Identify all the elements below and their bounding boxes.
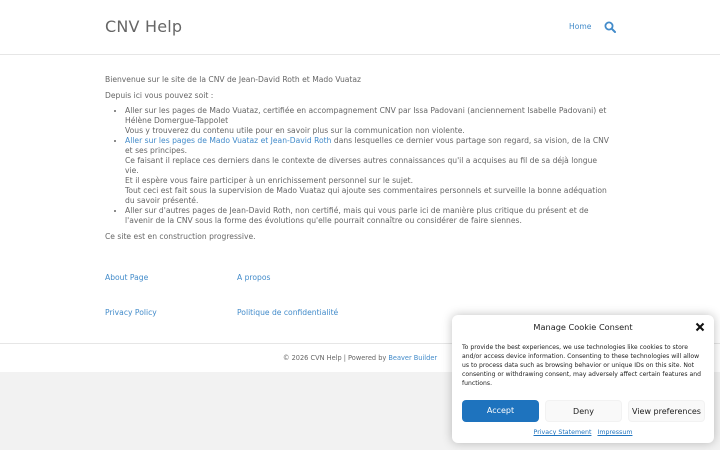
about-page-link[interactable]: About Page [105,273,149,282]
list-item [125,206,610,226]
view-preferences-button[interactable]: View preferences [628,400,705,422]
deny-button[interactable]: Deny [545,400,622,422]
a-propos-link[interactable]: A propos [237,273,271,282]
mado-jd-pages-link[interactable]: Aller sur les pages de Mado Vuataz et Jean-David Roth [125,136,332,145]
copyright-text: © 2026 CVN Help | Powered by [282,354,389,362]
item-text: Aller sur les pages de Mado Vuataz, certifiée en accompagnement CNV par Issa Padovani (anciennement Isabelle Padovani) et Hélène Domergue-Tappolet [125,106,607,125]
lead-text: Depuis ici vous pouvez soit : [105,90,214,100]
item-text: Ce faisant il replace ces derniers dans le contexte de diverses autres connaissances qu'il a acquises au fil de sa déjà longue vie. [125,156,598,175]
list-item [125,136,610,206]
privacy-statement-link[interactable]: Privacy Statement [533,429,592,436]
cookie-title: Manage Cookie Consent [533,322,633,332]
item-text: dans lesquelles ce dernier vous partage son regard, sa vision, de la CNV et ses principes. [125,136,609,155]
intro-text: Bienvenue sur le site de la CNV de Jean-David Roth et Mado Vuataz [105,75,362,84]
site-title[interactable]: CNV Help [105,17,183,36]
item-text: Et il espère vous faire participer à un enrichissement personnel sur le sujet. [125,176,414,185]
cookie-banner [452,315,714,443]
impressum-link[interactable]: Impressum [597,429,633,436]
main-content [105,75,610,247]
search-icon[interactable] [604,21,616,33]
nav-home-link[interactable]: Home [569,22,592,31]
item-text: Vous y trouverez du contenu utile pour en savoir plus sur la communication non violente. [125,126,465,135]
cookie-description: To provide the best experiences, we use technologies like cookies to store and/or access device information. Consenting to these technologies will allow us to process data such as browsing behavior or unique IDs on this site. Not consenting or withdrawing consent, may adversely affect certain features and functions. [462,344,702,388]
site-header [0,0,720,55]
politique-link[interactable]: Politique de confidentialité [237,308,339,317]
item-text: Tout ceci est fait sous la supervision de Mado Vuataz qui ajoute ses commentaires personnels et surveille la bonne adéquation du savoir présenté. [125,186,607,205]
accept-button[interactable]: Accept [462,400,539,422]
options-list [125,106,610,226]
item-text: Aller sur d'autres pages de Jean-David Roth, non certifié, mais qui vous parle ici de manière plus critique du présent et de l'avenir de la CNV sous la forme des évolutions qu'elle pourrait connaître ou considérer de faire siennes. [125,206,589,225]
close-icon[interactable] [695,322,705,332]
list-item [125,106,610,136]
privacy-policy-link[interactable]: Privacy Policy [105,308,157,317]
outro-text: Ce site est en construction progressive. [105,231,256,241]
beaver-builder-link[interactable]: Beaver Builder [388,354,438,362]
cookie-links [452,429,714,436]
